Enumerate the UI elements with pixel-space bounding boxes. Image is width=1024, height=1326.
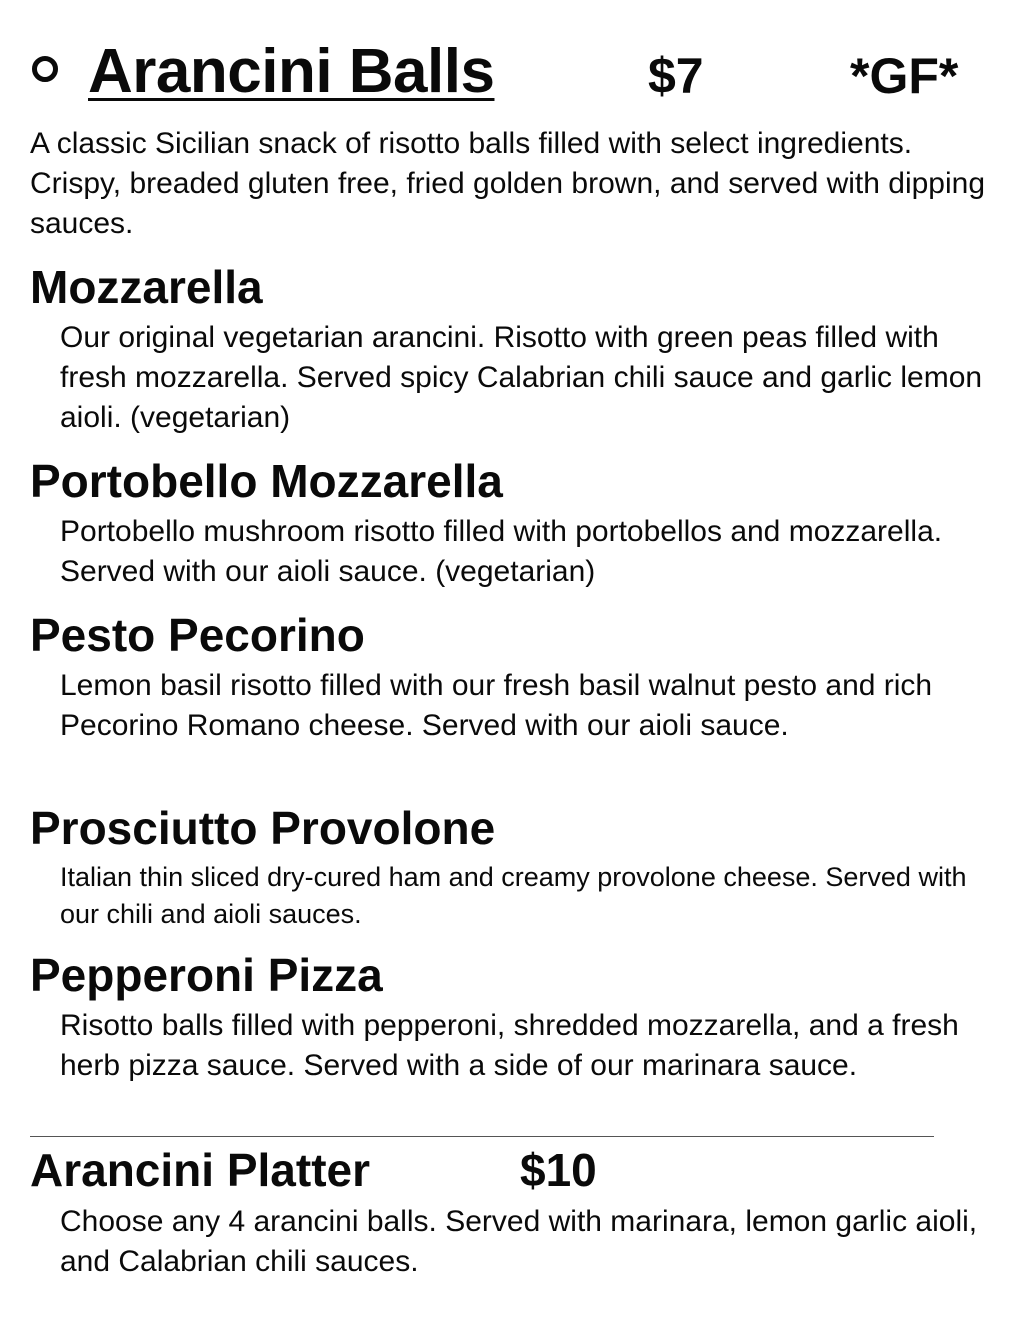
circle-icon bbox=[32, 56, 58, 82]
item-description: Lemon basil risotto filled with our fresh basil walnut pesto and rich Pecorino Romano cheese. Served with our aioli sauce. bbox=[60, 669, 933, 742]
item-name: Mozzarella bbox=[30, 261, 263, 313]
menu-item-mozzarella bbox=[30, 260, 994, 438]
section-divider bbox=[30, 1136, 934, 1137]
intro-text: A classic Sicilian snack of risotto balls filled with select ingredients. Crispy, breaded gluten free, fried golden brown, and served with dipping sauces. bbox=[30, 127, 986, 240]
item-name: Pesto Pecorino bbox=[30, 609, 365, 661]
item-description: Italian thin sliced dry-cured ham and creamy provolone cheese. Served with our chili and aioli sauces. bbox=[60, 862, 967, 929]
page-title: Arancini Balls bbox=[88, 37, 495, 106]
item-description: Our original vegetarian arancini. Risotto with green peas filled with fresh mozzarella. Served spicy Calabrian chili sauce and garlic lemon aioli. (vegetarian) bbox=[60, 321, 983, 434]
item-name: Pepperoni Pizza bbox=[30, 949, 383, 1001]
item-description: Portobello mushroom risotto filled with portobellos and mozzarella. Served with our aioli sauce. (vegetarian) bbox=[60, 515, 943, 588]
item-description: Risotto balls filled with pepperoni, shredded mozzarella, and a fresh herb pizza sauce. Served with a side of our marinara sauce. bbox=[60, 1009, 959, 1082]
platter-name: Arancini Platter bbox=[30, 1144, 370, 1196]
item-name: Portobello Mozzarella bbox=[30, 455, 503, 507]
platter-header bbox=[30, 1140, 930, 1200]
menu-item-pesto-pecorino bbox=[30, 608, 994, 746]
platter-price: $10 bbox=[520, 1144, 597, 1196]
menu-item-prosciutto-provolone bbox=[30, 801, 994, 933]
item-name: Prosciutto Provolone bbox=[30, 802, 496, 854]
menu-header bbox=[28, 38, 988, 108]
menu-item-portobello-mozzarella bbox=[30, 454, 994, 592]
menu-item-pepperoni-pizza bbox=[30, 948, 994, 1086]
gluten-free-tag: *GF* bbox=[850, 48, 959, 104]
main-price: $7 bbox=[648, 48, 704, 104]
platter-description: Choose any 4 arancini balls. Served with marinara, lemon garlic aioli, and Calabrian chili sauces. bbox=[60, 1205, 978, 1278]
